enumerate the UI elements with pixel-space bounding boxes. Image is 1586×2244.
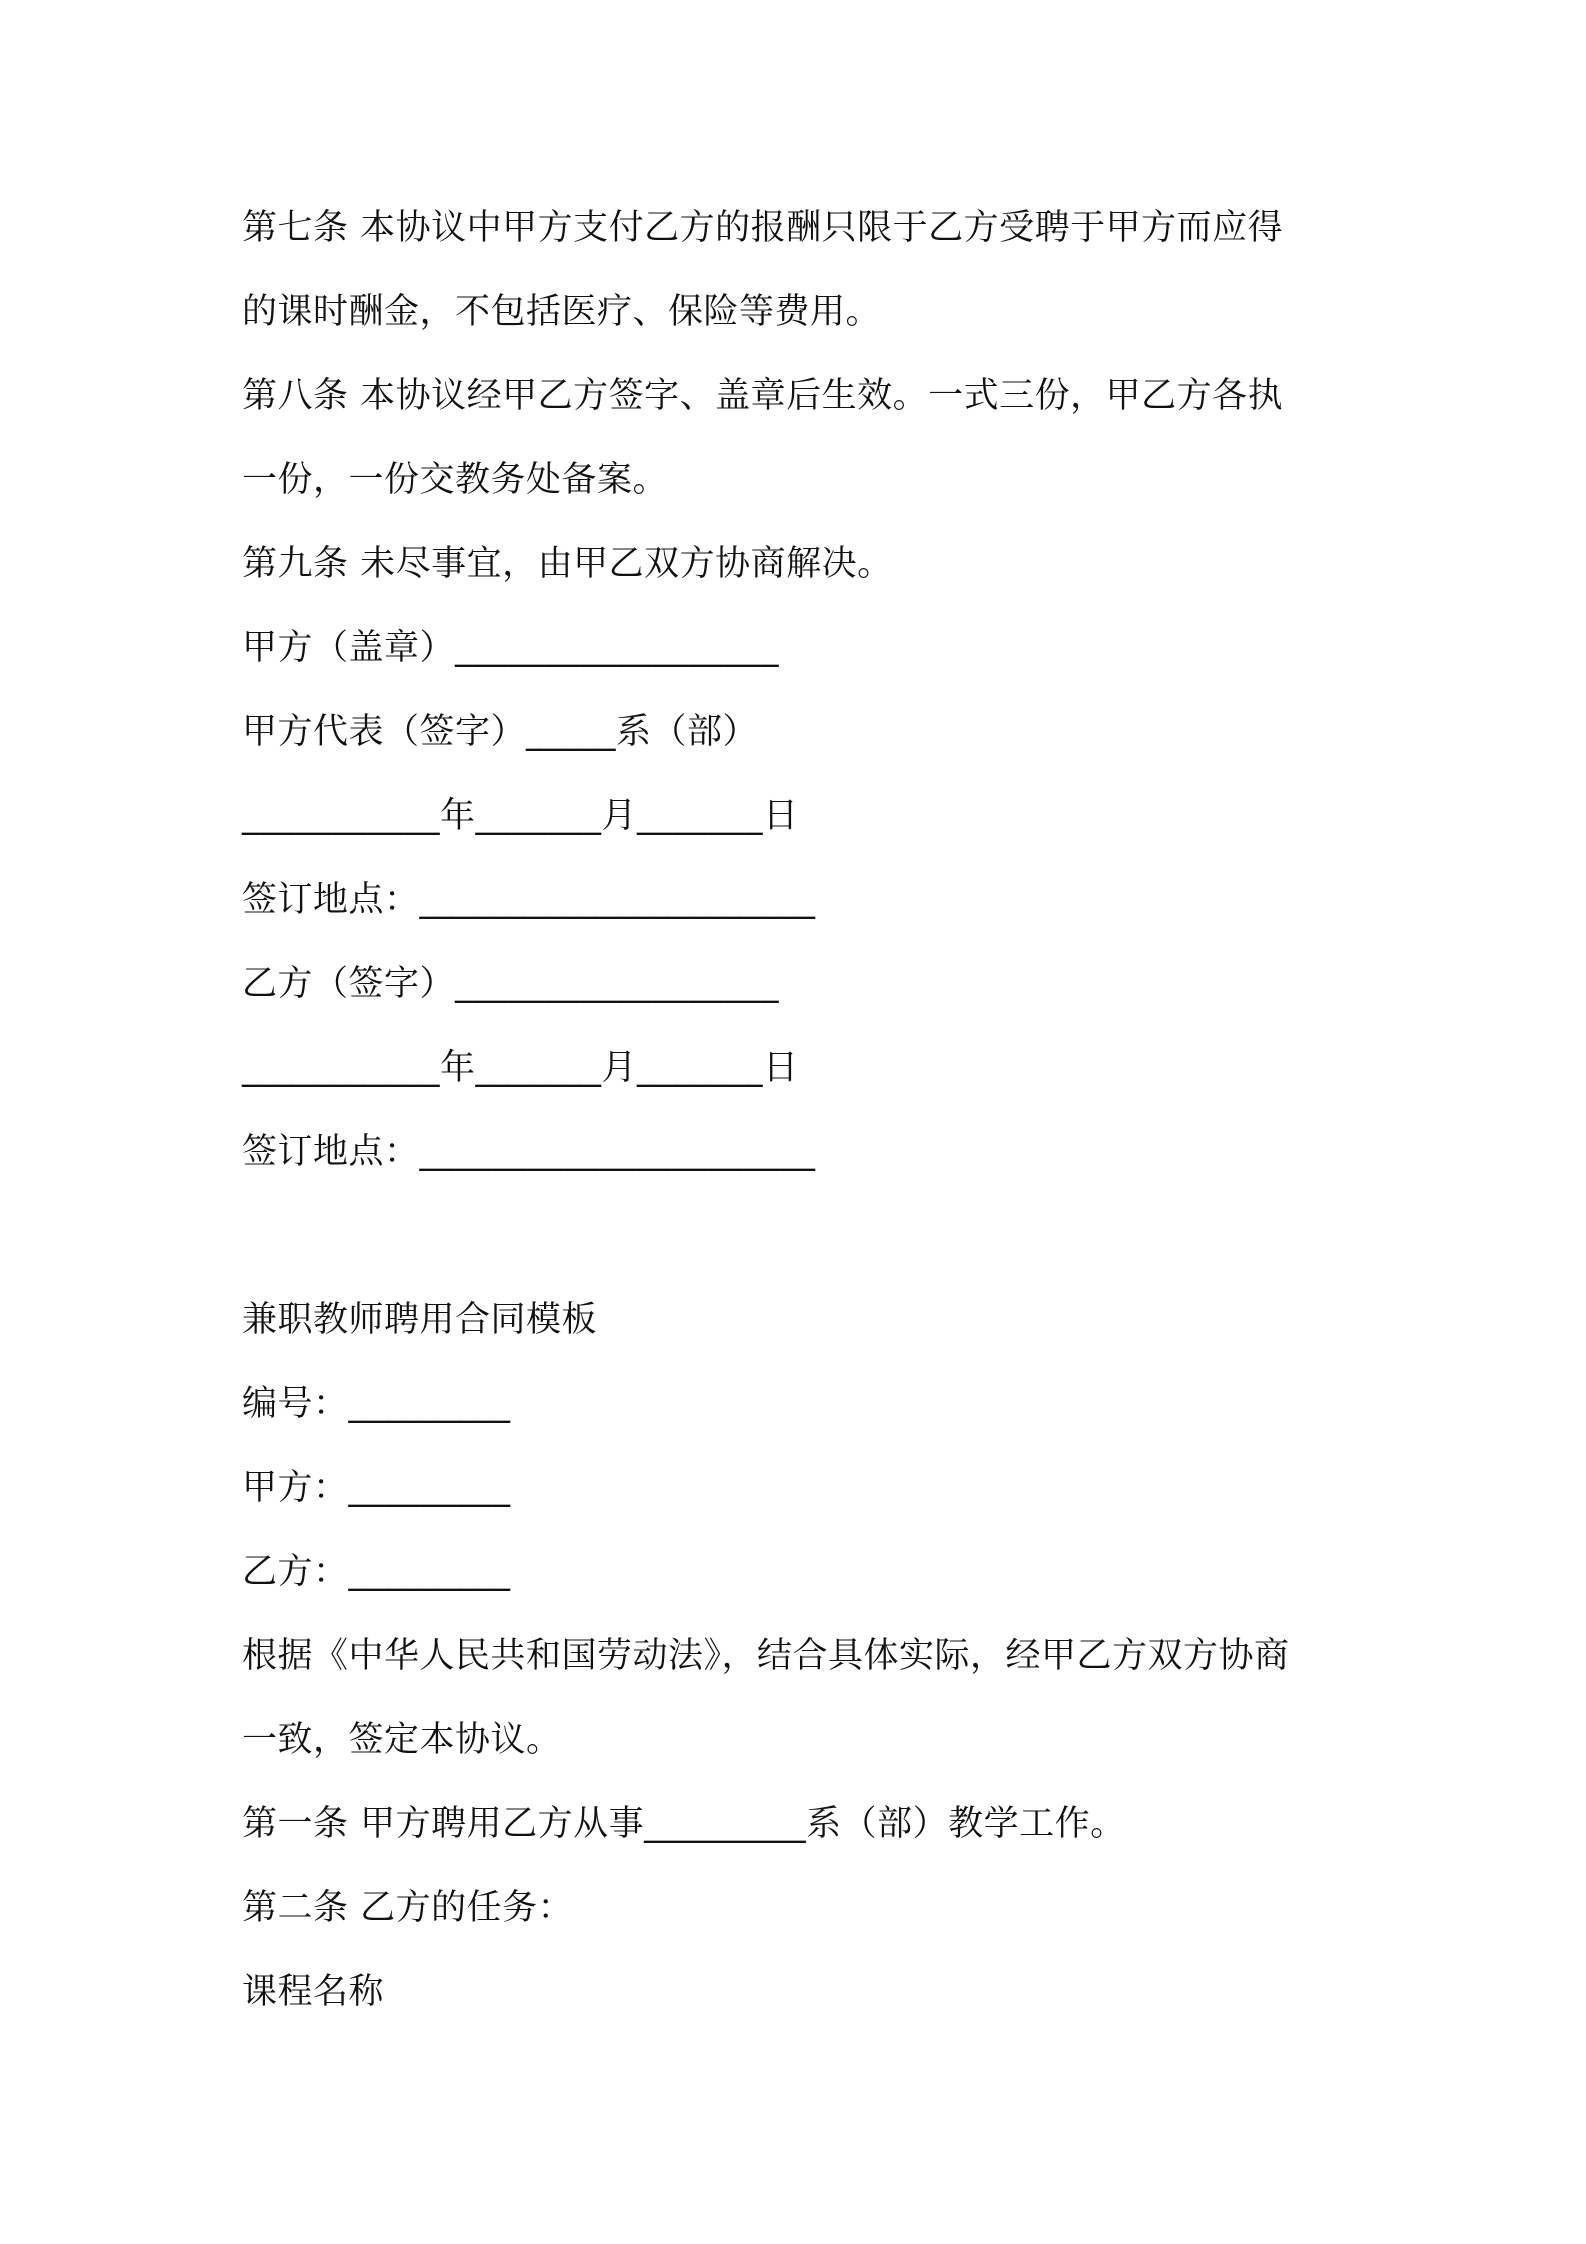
article-8-line-1: 第八条 本协议经甲乙方签字、盖章后生效。一式三份，甲乙方各执 [242,376,1284,416]
party-b-line: 乙方：_________ [242,1552,511,1592]
party-b-date-line: ___________年_______月_______日 [242,1048,799,1088]
article-1-line: 第一条 甲方聘用乙方从事_________系（部）教学工作。 [242,1804,1126,1844]
article-2-line: 第二条 乙方的任务： [242,1888,574,1928]
preamble-line-1: 根据《中华人民共和国劳动法》，结合具体实际，经甲乙方双方协商 [242,1636,1290,1676]
article-8-line-2: 一份，一份交教务处备案。 [242,460,669,500]
party-b-signature-line: 乙方（签字）__________________ [242,964,780,1004]
party-a-line: 甲方：_________ [242,1468,511,1508]
contract-number-line: 编号：_________ [242,1384,511,1424]
party-a-place-line: 签订地点：______________________ [242,880,816,920]
course-name-line: 课程名称 [242,1972,385,2012]
article-7-line-2: 的课时酬金，不包括医疗、保险等费用。 [242,292,882,332]
party-a-date-line: ___________年_______月_______日 [242,796,799,836]
article-7-line-1: 第七条 本协议中甲方支付乙方的报酬只限于乙方受聘于甲方而应得 [242,208,1284,248]
document-title: 兼职教师聘用合同模板 [242,1300,598,1340]
article-9-line: 第九条 未尽事宜，由甲乙双方协商解决。 [242,544,893,584]
preamble-line-2: 一致，签定本协议。 [242,1720,562,1760]
party-a-seal-line: 甲方（盖章）__________________ [242,628,780,668]
party-b-place-line: 签订地点：______________________ [242,1132,816,1172]
party-a-representative-line: 甲方代表（签字）_____系（部） [242,712,759,752]
